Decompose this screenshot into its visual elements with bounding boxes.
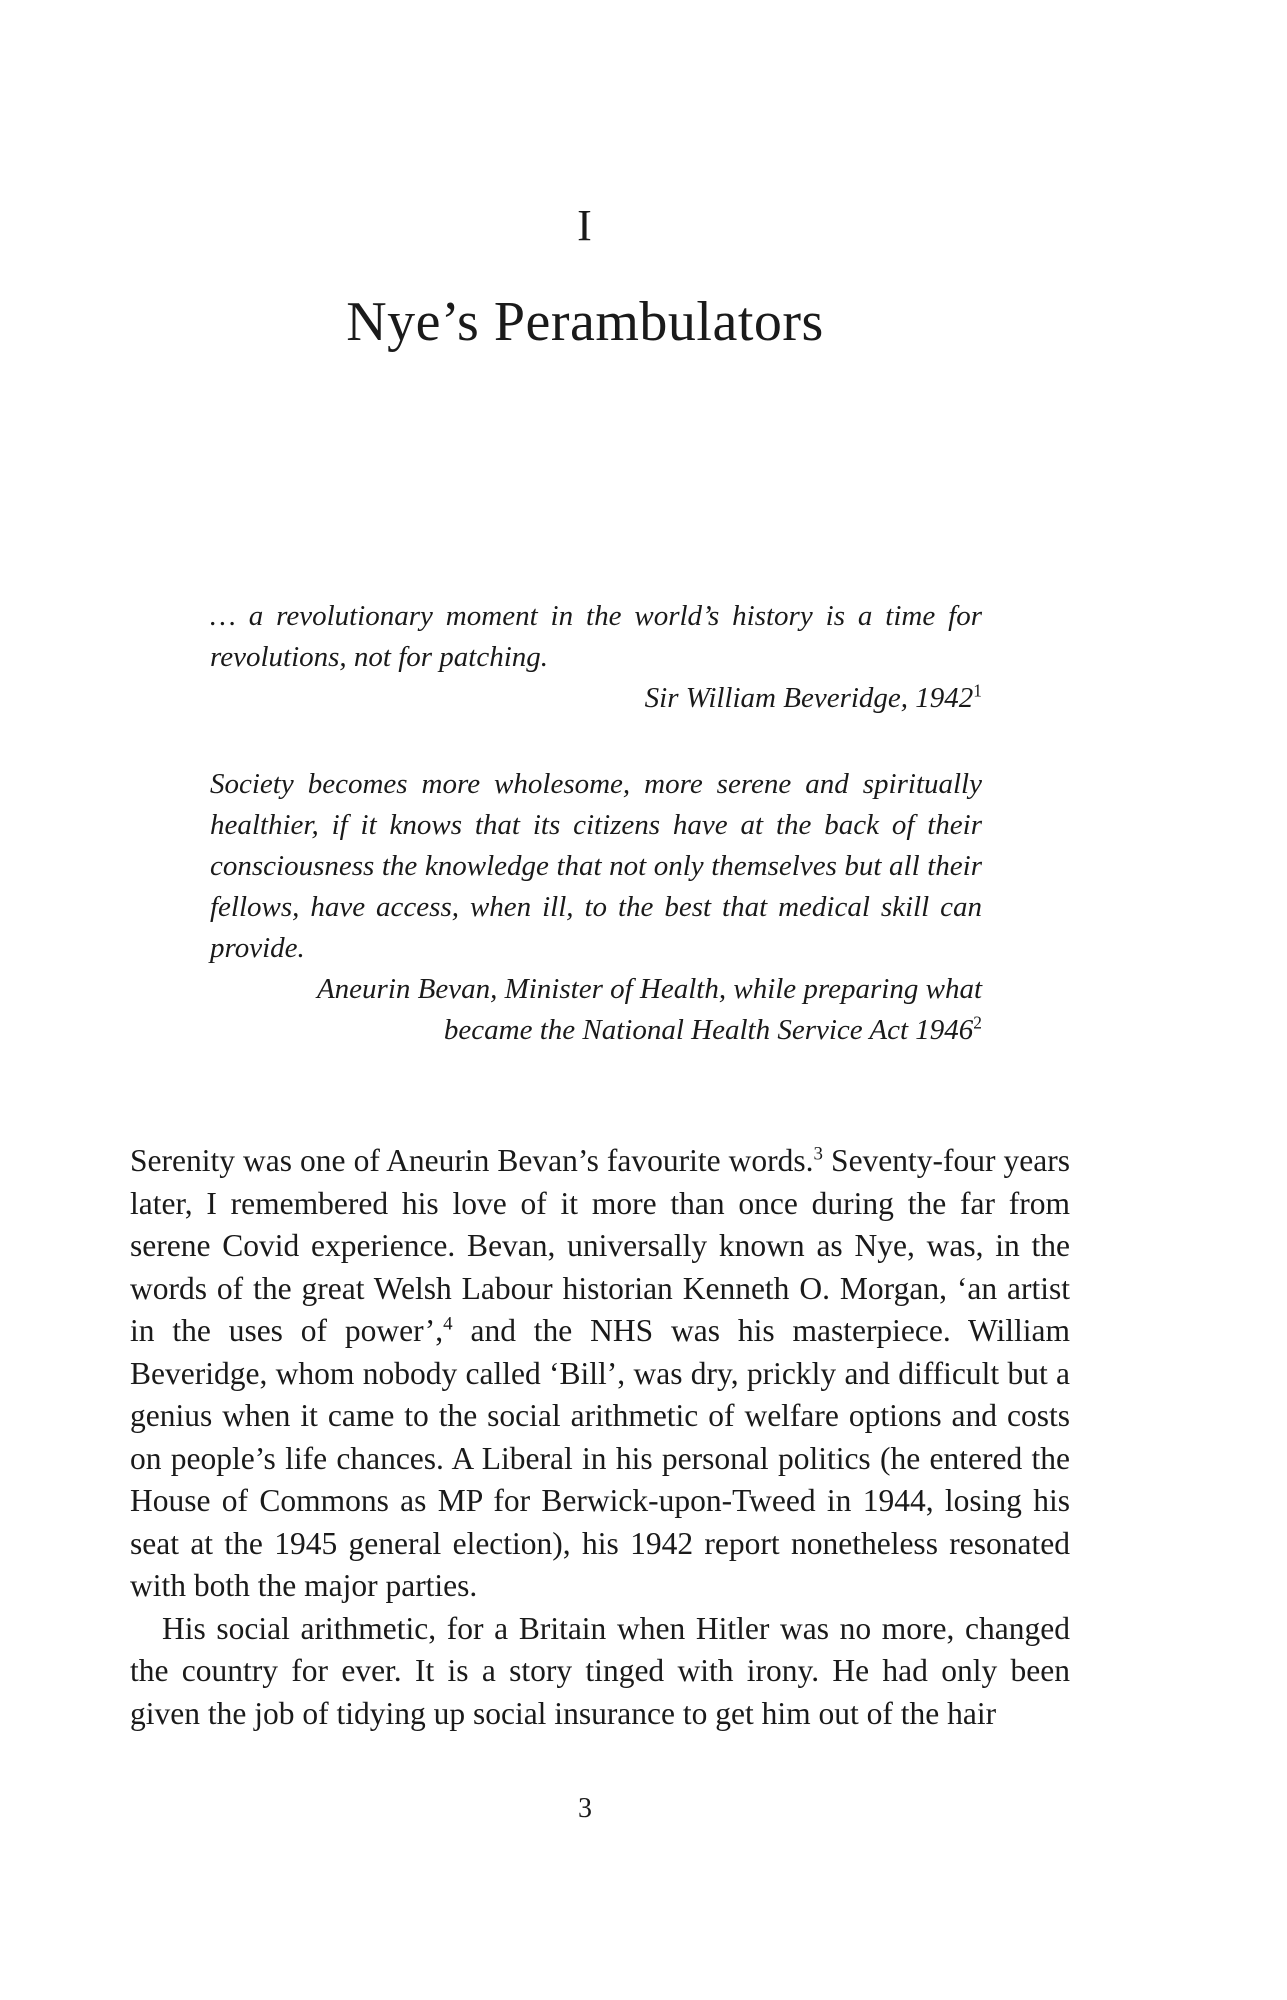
epigraph-beveridge: [210, 596, 982, 719]
paragraph-text: Serenity was one of Aneurin Bevan’s favourite words.: [130, 1143, 814, 1178]
paragraph: His social arithmetic, for a Britain when Hitler was no more, changed the country for ever. It is a story tinged with irony. He had only been given the job of tidying up social insurance to get him out of the hair: [130, 1610, 1070, 1731]
epigraph-attribution: [210, 678, 982, 719]
paragraph: [130, 1140, 1070, 1608]
epigraph-quote: … a revolutionary moment in the world’s history is a time for revolutions, not for patching.: [210, 600, 982, 673]
paragraph-text: and the NHS was his masterpiece. William Beveridge, whom nobody called ‘Bill’, was dry, prickly and difficult but a genius when it came to the social arithmetic of welfare options and costs on people’s life chances. A Liberal in his personal politics (he entered the House of Commons as MP for Berwick-upon-Tweed in 1944, losing his seat at the 1945 general election), his 1942 report nonetheless resonated with both the major parties.: [130, 1313, 1070, 1603]
footnote-marker: 4: [443, 1313, 453, 1335]
chapter-number: I: [577, 201, 593, 250]
epigraph-quote: Society becomes more wholesome, more serene and spiritually healthier, if it knows that its citizens have at the back of their consciousness the knowledge that not only themselves but all their fellows, have access, when ill, to the best that medical skill can provide.: [210, 768, 982, 964]
body-text: [130, 1140, 1070, 1735]
epigraph-attribution-line-2: [210, 1010, 982, 1051]
page-number: 3: [578, 1793, 592, 1824]
attribution-text: Sir William Beveridge, 1942: [644, 682, 974, 714]
chapter-title: Nye’s Perambulators: [346, 291, 824, 353]
footnote-marker: 2: [973, 1012, 982, 1033]
epigraph-bevan: [210, 764, 982, 1051]
footnote-marker: 3: [813, 1143, 823, 1165]
epigraph-attribution-line-1: Aneurin Bevan, Minister of Health, while preparing what: [316, 973, 982, 1005]
attribution-text: became the National Health Service Act 1946: [443, 1014, 974, 1046]
paragraph-text: Seventy-four years later, I remembered his love of it more than once during the far from serene Covid experience. Bevan, universally known as Nye, was, in the words of the great Welsh Labour historian Kenneth O. Morgan, ‘an artist in the uses of power’,: [130, 1143, 1071, 1348]
footnote-marker: 1: [973, 680, 982, 701]
